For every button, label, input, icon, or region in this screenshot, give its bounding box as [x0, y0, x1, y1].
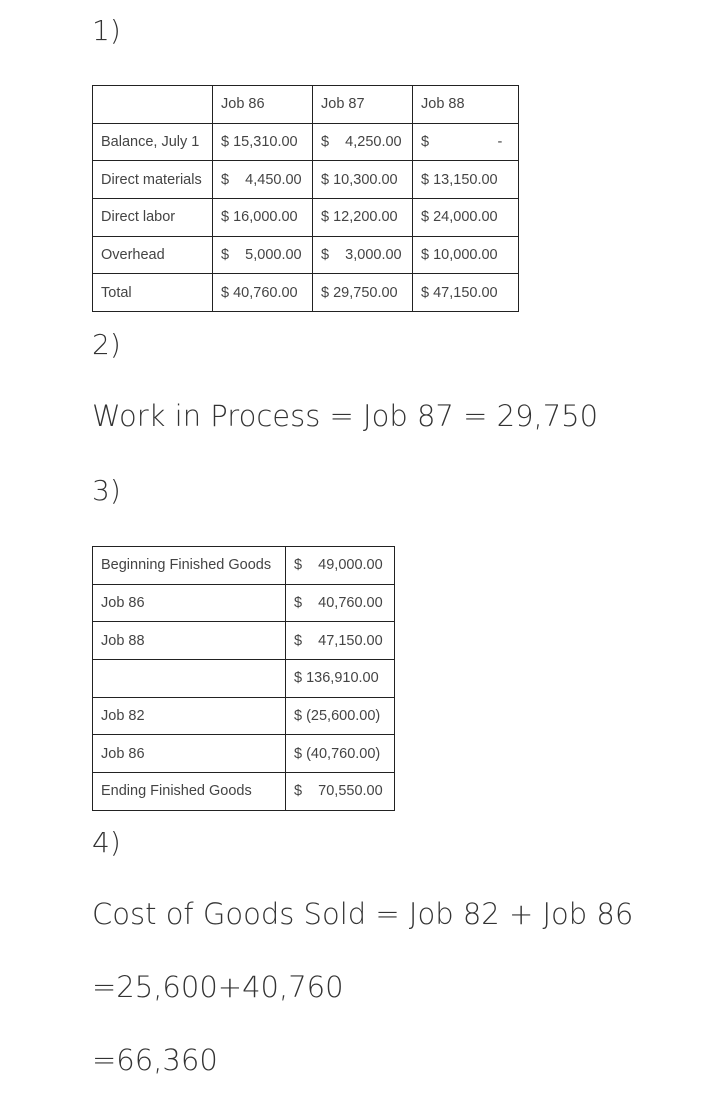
cogs-formula: Cost of Goods Sold = Job 82 + Job 86 — [92, 897, 634, 931]
table-cell: $ 136,910.00 — [286, 660, 395, 698]
table-cell: Beginning Finished Goods — [93, 547, 286, 585]
table-cell: $ 3,000.00 — [313, 236, 413, 274]
table-cell: $ 47,150.00 — [286, 622, 395, 660]
table-cell: $ (25,600.00) — [286, 697, 395, 735]
job-cost-table — [92, 85, 519, 312]
part2-label: 2) — [92, 328, 121, 361]
table-cell — [93, 660, 286, 698]
table-row — [93, 697, 395, 735]
table-cell: $ 47,150.00 — [413, 274, 519, 312]
table-cell: $ 49,000.00 — [286, 547, 395, 585]
table-cell: Job 86 — [93, 584, 286, 622]
table-cell: Job 88 — [413, 86, 519, 124]
table-row — [93, 735, 395, 773]
table-cell: $ 5,000.00 — [213, 236, 313, 274]
table-cell: $ 13,150.00 — [413, 161, 519, 199]
table-cell: $ 16,000.00 — [213, 199, 313, 237]
part3-label: 3) — [92, 474, 121, 507]
table-row — [93, 161, 519, 199]
table-row — [93, 622, 395, 660]
header-row — [93, 86, 519, 124]
table-cell — [93, 86, 213, 124]
cogs-calculation: =25,600+40,760 — [92, 970, 344, 1004]
table-cell: $ 15,310.00 — [213, 123, 313, 161]
table-cell: $ 29,750.00 — [313, 274, 413, 312]
table-cell: Job 88 — [93, 622, 286, 660]
table-cell: Total — [93, 274, 213, 312]
table-row — [93, 660, 395, 698]
table-cell: $ 12,200.00 — [313, 199, 413, 237]
table-cell: $ (40,760.00) — [286, 735, 395, 773]
table-cell: Overhead — [93, 236, 213, 274]
table-row — [93, 123, 519, 161]
table-cell: $ 40,760.00 — [213, 274, 313, 312]
table-row — [93, 584, 395, 622]
part4-label: 4) — [92, 826, 121, 859]
table-cell: $ 4,450.00 — [213, 161, 313, 199]
table-cell: Job 82 — [93, 697, 286, 735]
finished-goods-table — [92, 546, 395, 811]
table-row — [93, 547, 395, 585]
cogs-result: =66,360 — [92, 1043, 218, 1077]
table-row — [93, 199, 519, 237]
table-cell: $ 70,550.00 — [286, 773, 395, 811]
table-cell: Ending Finished Goods — [93, 773, 286, 811]
table-row — [93, 773, 395, 811]
table-cell: Balance, July 1 — [93, 123, 213, 161]
table-cell: Job 87 — [313, 86, 413, 124]
work-in-process-text: Work in Process = Job 87 = 29,750 — [92, 399, 599, 433]
table-cell: Direct materials — [93, 161, 213, 199]
table-cell: $ 10,300.00 — [313, 161, 413, 199]
table-cell: Job 86 — [213, 86, 313, 124]
table-cell: Direct labor — [93, 199, 213, 237]
table-row — [93, 236, 519, 274]
part1-label: 1) — [92, 14, 121, 47]
table-row — [93, 274, 519, 312]
table-cell: $ - — [413, 123, 519, 161]
table-cell: Job 86 — [93, 735, 286, 773]
table-cell: $ 24,000.00 — [413, 199, 519, 237]
table-cell: $ 4,250.00 — [313, 123, 413, 161]
table-cell: $ 10,000.00 — [413, 236, 519, 274]
table-cell: $ 40,760.00 — [286, 584, 395, 622]
